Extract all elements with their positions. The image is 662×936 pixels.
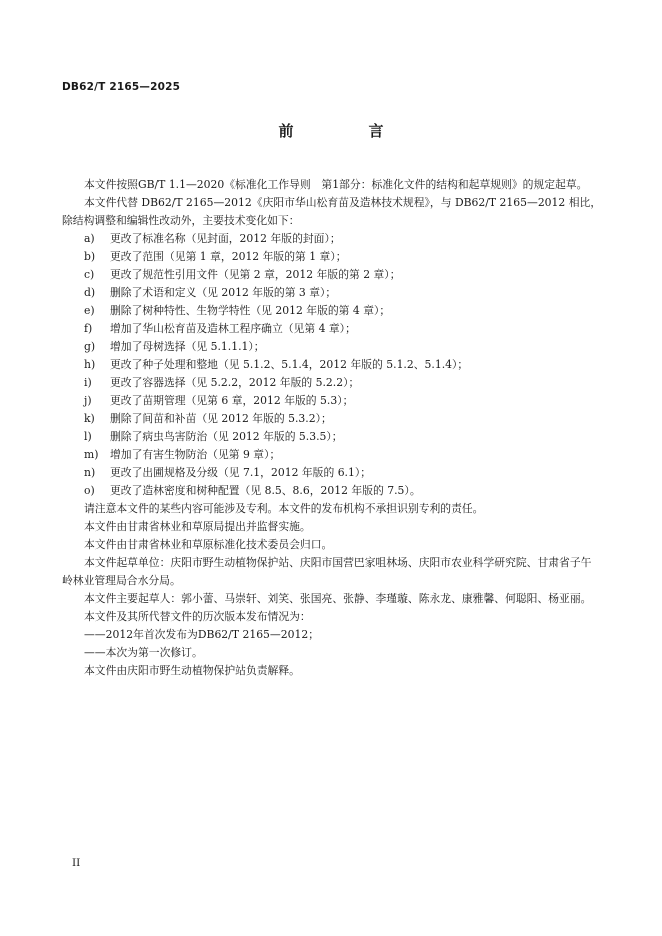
list-item: h) 更改了种子处理和整地（见 5.1.2、5.1.4，2012 年版的 5.1.2、5.1.4）； [84,358,469,371]
list-item: b) 更改了范围（见第 1 章，2012 年版的第 1 章）； [84,250,347,263]
foreword-content [62,176,602,680]
paragraph-drafting-rule: 本文件按照GB/T 1.1—2020《标准化工作导则 第1部分：标准化文件的结构和起草规则》的规定起草。 [84,178,588,191]
list-item: n) 更改了出圃规格及分级（见 7.1，2012 年版的 6.1）； [84,466,372,479]
paragraph-replacement: 本文件代替 DB62/T 2165—2012《庆阳市华山松育苗及造林技术规程》，与 DB62/T 2165—2012 相比，除结构调整和编辑性改动外，主要技术变化如下： [62,196,602,227]
list-item: d) 删除了术语和定义（见 2012 年版的第 3 章）； [84,286,337,299]
proposer-note: 本文件由甘肃省林业和草原局提出并监督实施。 [84,520,311,533]
document-code: DB62/T 2165—2025 [62,81,181,93]
changes-list [62,230,602,500]
list-item: j) 更改了苗期管理（见第 6 章，2012 年版的 5.3）； [84,394,354,407]
drafters: 本文件主要起草人：郭小蕾、马崇轩、刘笑、张国亮、张静、李瑾璇、陈永龙、康雅馨、何聪阳、杨亚丽。 [84,592,592,605]
list-item: o) 更改了造林密度和树种配置（见 8.5、8.6，2012 年版的 7.5）。 [84,484,421,497]
history-item: ——本次为第一次修订。 [84,646,203,659]
centralized-note: 本文件由甘肃省林业和草原标准化技术委员会归口。 [84,538,333,551]
list-item: a) 更改了标准名称（见封面，2012 年版的封面）； [84,232,341,245]
list-item: e) 删除了树种特性、生物学特性（见 2012 年版的第 4 章）； [84,304,391,317]
history-item: ——2012年首次发布为DB62/T 2165—2012； [84,628,320,641]
list-item: g) 增加了母树选择（见 5.1.1.1）； [84,340,265,353]
page-number: II [72,857,81,869]
patent-note: 请注意本文件的某些内容可能涉及专利。本文件的发布机构不承担识别专利的责任。 [84,502,484,515]
list-item: m) 增加了有害生物防治（见第 9 章）； [84,448,281,461]
list-item: f) 增加了华山松育苗及造林工程序确立（见第 4 章）； [84,322,356,335]
history-intro: 本文件及其所代替文件的历次版本发布情况为： [84,610,311,623]
list-item: i) 更改了容器选择（见 5.2.2，2012 年版的 5.2.2）； [84,376,360,389]
interpretation-note: 本文件由庆阳市野生动植物保护站负责解释。 [84,664,300,677]
list-item: l) 删除了病虫鸟害防治（见 2012 年版的 5.3.5）； [84,430,343,443]
list-item: k) 删除了间苗和补苗（见 2012 年版的 5.3.2）； [84,412,332,425]
page-title: 前 言 [278,122,414,140]
list-item: c) 更改了规范性引用文件（见第 2 章，2012 年版的第 2 章）； [84,268,401,281]
drafting-units: 本文件起草单位：庆阳市野生动植物保护站、庆阳市国营巴家咀林场、庆阳市农业科学研究院、甘肃省子午岭林业管理局合水分局。 [62,556,592,587]
